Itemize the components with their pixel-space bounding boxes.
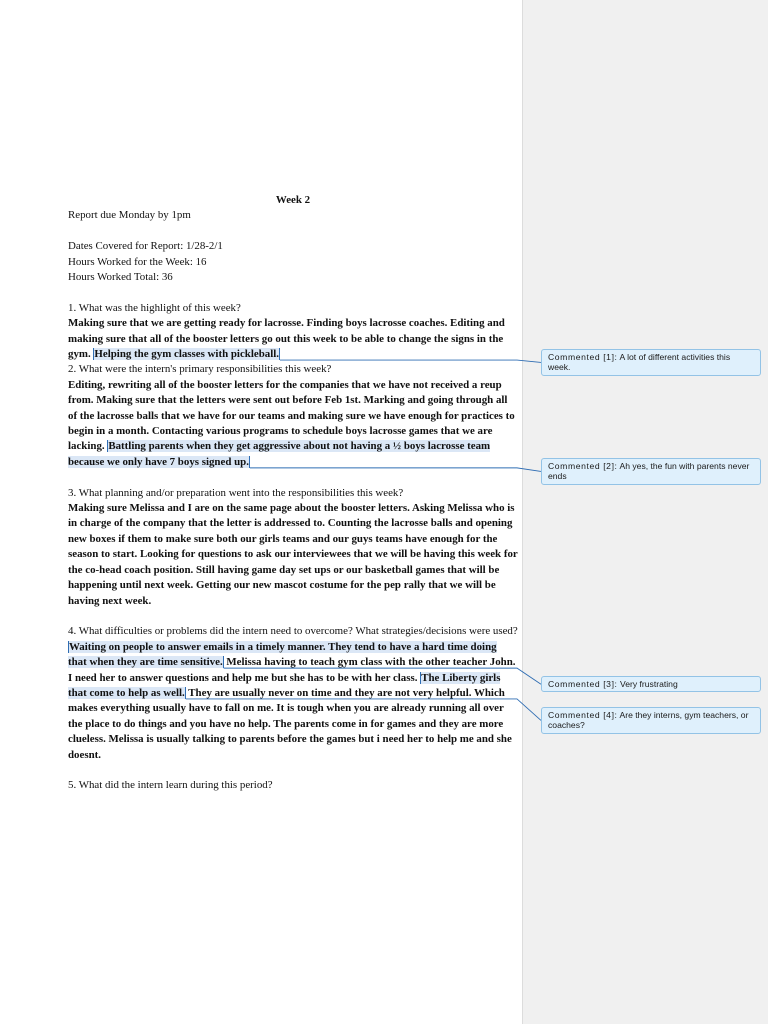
comment-3[interactable] — [541, 676, 761, 692]
document-body — [68, 193, 518, 794]
comment-1[interactable] — [541, 349, 761, 376]
question-2: 2. What were the intern's primary responsibilities this week? — [68, 363, 332, 376]
comment-2-label: Commented [2]: — [548, 461, 618, 471]
question-5: 5. What did the intern learn during this period? — [68, 779, 273, 792]
comment-1-text: A lot of different activities this week. — [548, 352, 731, 373]
due-line: Report due Monday by 1pm — [68, 209, 191, 222]
comment-3-text: Very frustrating — [619, 679, 678, 689]
document-title: Week 2 — [275, 194, 311, 206]
question-1: 1. What was the highlight of this week? — [68, 301, 241, 314]
comment-2[interactable] — [541, 458, 761, 485]
answer-4 — [68, 640, 518, 763]
comment-3-anchor-text[interactable]: Waiting on people to answer emails in a timely manner. They tend to have a hard time doing that when they are time sensitive. — [68, 640, 497, 669]
dates-covered: Dates Covered for Report: 1/28-2/1 — [68, 240, 223, 253]
hours-week: Hours Worked for the Week: 16 — [68, 255, 207, 268]
comment-4-anchor-text[interactable]: The Liberty girls that come to help as well. — [68, 671, 501, 699]
comment-4-label: Commented [4]: — [548, 710, 618, 720]
comments-margin-pane — [522, 0, 768, 1024]
comment-2-anchor-text[interactable]: Battling parents when they get aggressive about not having a ½ boys lacrosse team because we only have 7 boys signed up. — [68, 440, 491, 468]
comment-3-label: Commented [3]: — [548, 679, 618, 689]
comment-2-text: Ah yes, the fun with parents never ends — [548, 461, 750, 482]
answer-1 — [68, 316, 518, 362]
answer-2 — [68, 378, 518, 470]
answer-4-text-b: They are usually never on time and they are not very helpful. Which makes everything usually have to fall on me. It is tough when you are already running all over the place to do things and you have no help. The parents come in for games and they are more clueless. Melissa is usually talking to parents before the games but i need her to help me and she doesnt. — [68, 686, 512, 761]
answer-3: Making sure Melissa and I are on the same page about the booster letters. Asking Melissa who is in charge of the company that the letter is addressed to. Counting the lacrosse balls and opening new boxes if them to make sure both our girls teams and our guys teams have enough for the season to start. Looking for questions to ask our interviewees that we will be having this week for the co-head coach position. Still having game day set ups or our basketball games that will be happening until next week. Getting our new mascot costume for the pep rally that we will be having next week. — [68, 502, 518, 607]
answer-1-text: Making sure that we are getting ready for lacrosse. Finding boys lacrosse coaches. Editing and making sure that all of the booster letters go out this week to be able to change the signs in the gym. — [68, 317, 505, 361]
answer-2-text: Editing, rewriting all of the booster letters for the companies that we have not received a reup from. Making sure that the letters were sent out before Feb 1st. Marking and going through all of the lacrosse balls that we have for our teams and making sure we have enough for practices to begin in a month. Contacting various programs to schedule boys lacrosse games that we are lacking. — [68, 378, 515, 453]
comment-4-text: Are they interns, gym teachers, or coaches? — [548, 710, 749, 731]
comment-1-anchor-text[interactable]: Helping the gym classes with pickleball. — [94, 348, 279, 361]
comment-1-label: Commented [1]: — [548, 352, 618, 362]
comment-4[interactable] — [541, 707, 761, 734]
answer-4-text-a: Melissa having to teach gym class with the other teacher John. I need her to answer questions and help me but she has to be with her class. — [68, 656, 516, 684]
question-3: 3. What planning and/or preparation went into the responsibilities this week? — [68, 486, 404, 499]
hours-total: Hours Worked Total: 36 — [68, 271, 173, 284]
question-4: 4. What difficulties or problems did the intern need to overcome? What strategies/decisions were used? — [68, 625, 518, 638]
